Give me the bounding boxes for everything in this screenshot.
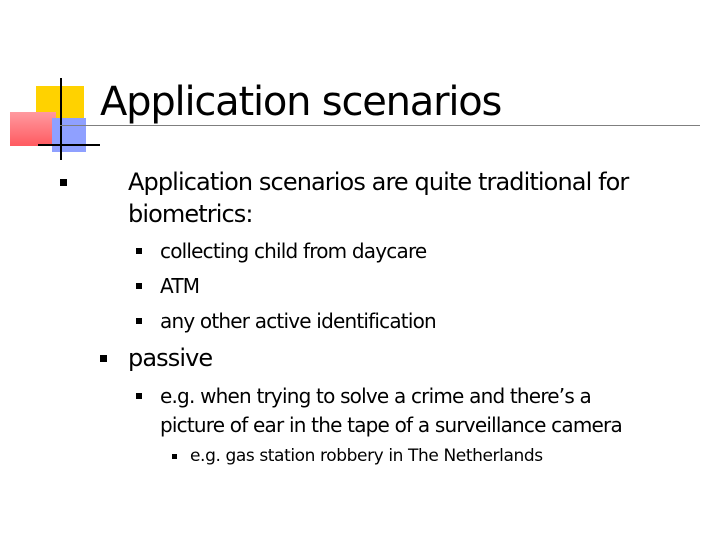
bullet-marker-icon	[136, 318, 142, 324]
sub-bullet-daycare: collecting child from daycare	[160, 239, 427, 263]
sub-bullet-crime-line-1: e.g. when trying to solve a crime and there’s a	[160, 384, 591, 408]
logo-vertical-line	[60, 78, 62, 160]
bullet-marker-icon	[60, 179, 67, 186]
sub-bullet-crime-line-2: picture of ear in the tape of a surveillance camera	[160, 413, 622, 437]
logo-horizontal-line	[38, 144, 100, 146]
logo-red-rect	[10, 112, 56, 146]
bullet-marker-icon	[136, 248, 142, 254]
bullet-marker-icon	[172, 454, 177, 459]
logo-blue-square	[52, 118, 86, 152]
bullet-marker-icon	[136, 283, 142, 289]
bullet-1-line-1: Application scenarios are quite traditional for	[128, 168, 629, 196]
bullet-marker-icon	[136, 393, 142, 399]
sub-bullet-atm: ATM	[160, 274, 200, 298]
slide-title: Application scenarios	[100, 79, 502, 125]
sub-sub-bullet-robbery: e.g. gas station robbery in The Netherlands	[190, 446, 543, 466]
bullet-2-line-1: passive	[128, 344, 213, 372]
bullet-1-line-2: biometrics:	[128, 200, 253, 228]
bullet-marker-icon	[100, 355, 107, 362]
sub-bullet-active-identification: any other active identification	[160, 309, 436, 333]
title-divider	[60, 125, 700, 126]
